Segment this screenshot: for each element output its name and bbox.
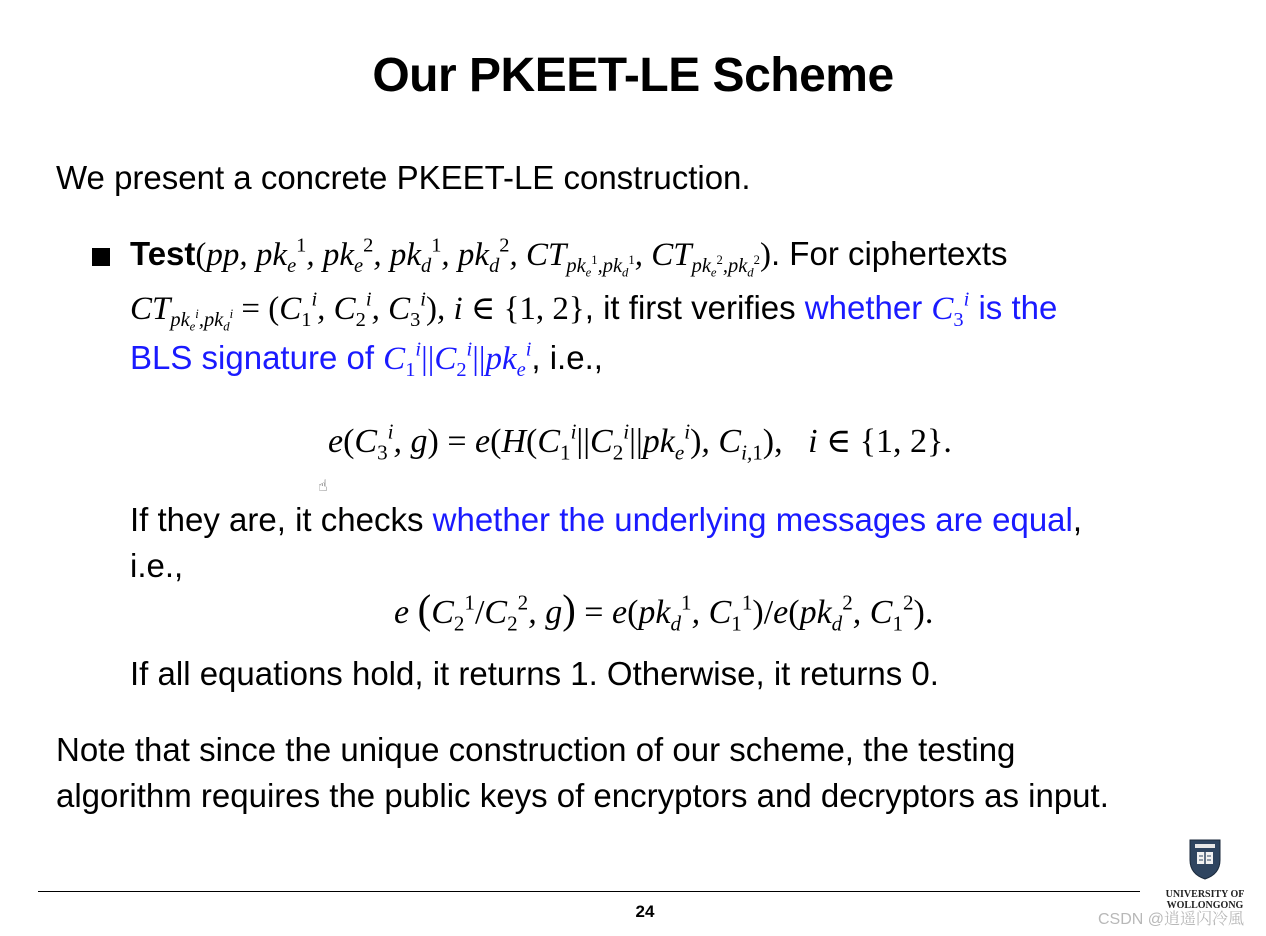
if-they-are-text: If they are, it checks <box>130 501 424 538</box>
ie-suffix-text: , i.e., <box>531 339 603 376</box>
university-logo <box>1150 836 1260 911</box>
logo-text: UNIVERSITY OF WOLLONGONG <box>1165 889 1245 911</box>
footer-divider <box>38 891 1140 892</box>
blue-whether-text: whether <box>804 289 923 326</box>
bls-signature-line <box>130 338 603 382</box>
test-label: Test <box>130 235 196 272</box>
blue-bls-text: BLS signature of <box>130 339 374 376</box>
comma-text: , <box>1072 501 1083 538</box>
intro-text: We present a concrete PKEET-LE construction. <box>56 159 751 196</box>
bls-message-formula: $C_1^i||C_2^i||pk_e^i$ <box>383 338 532 382</box>
for-ciphertexts-text: . For ciphertexts <box>770 235 1008 272</box>
ciphertext-formula: $CT_{pk_e^i,pk_d^i} = (C_1^i$, $C_2^i$, $C_3^i$), i ∈ {1, 2} <box>130 288 585 334</box>
c3-symbol: $C_3^i$ <box>931 288 970 332</box>
page-number: 24 <box>635 902 655 921</box>
ie-line: i.e., <box>130 547 184 584</box>
first-verifies-text: , it first verifies <box>584 289 796 326</box>
returns-line: If all equations hold, it returns 1. Otherwise, it returns 0. <box>130 655 939 692</box>
square-bullet-icon <box>92 248 110 266</box>
verification-equation: $e(C_3^i$, $g) = e(H(C_1^i||C_2^i||pk_e^i)$, $C_{i,1}$), i ∈ {1, 2}. <box>328 419 952 465</box>
slide-title: Our PKEET-LE Scheme <box>372 49 894 102</box>
note-line-2: algorithm requires the public keys of encryptors and decryptors as input. <box>56 777 1109 814</box>
blue-messages-text: whether the underlying messages are equal <box>432 501 1073 538</box>
note-line-1: Note that since the unique construction of our scheme, the testing <box>56 731 1016 768</box>
test-definition-line <box>130 234 1008 280</box>
blue-is-the-text: is the <box>978 289 1058 326</box>
watermark: CSDN @逍遥闪冷風 <box>1098 911 1245 928</box>
university-crest-icon <box>1188 836 1222 880</box>
test-args: (pp, $pk_e^1$, $pk_e^2$, $pk_d^1$, $pk_d^2$, $CT_{pk_e^1,pk_d^1}$, $CT_{pk_e^2,pk_d^2}$) <box>195 234 771 280</box>
message-equality-equation: e ($C_2^1/C_2^2$, $g) = e(pk_d^1$, $C_1^1)/e(pk_d^2$, $C_1^2$). <box>394 587 934 636</box>
equality-check-line <box>130 500 1082 540</box>
hand-cursor-icon: ☝ <box>318 478 328 495</box>
ciphertext-definition-line <box>130 288 1058 334</box>
